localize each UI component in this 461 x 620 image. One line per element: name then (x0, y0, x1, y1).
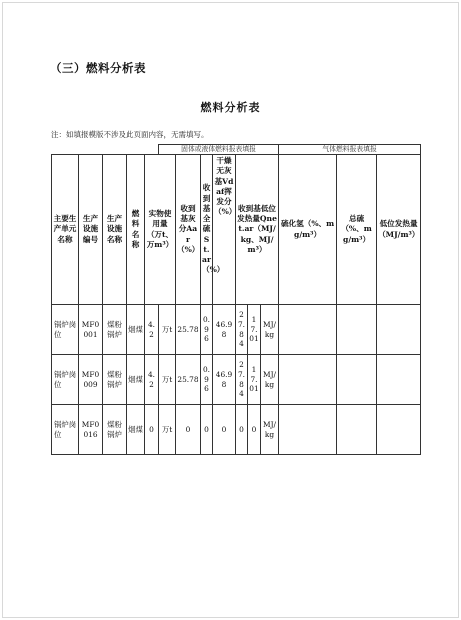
note-text: 注：如填报模版不涉及此页面内容，无需填写。 (51, 130, 209, 139)
cell-unit: 锅炉岗位 (52, 405, 79, 455)
cell-heat-unit: MJ/kg (261, 305, 279, 355)
cell-gas-heat (377, 405, 421, 455)
header-facility-name: 生产设施名称 (103, 155, 127, 305)
cell-fuel: 烟煤 (127, 405, 145, 455)
cell-ash: 0 (176, 405, 201, 455)
header-volatile: 干燥无灰基Vdaf挥发分（%） (213, 155, 236, 305)
cell-total-sulfur (337, 305, 377, 355)
cell-h2s (279, 305, 337, 355)
cell-h2s (279, 405, 337, 455)
header-gas-heat: 低位发热量（MJ/m³） (377, 155, 421, 305)
cell-total-sulfur (337, 405, 377, 455)
cell-fuel: 烟煤 (127, 355, 145, 405)
cell-heat: 17.01 (248, 305, 261, 355)
table-title: 燃料分析表 (200, 101, 261, 114)
cell-gas-heat (377, 355, 421, 405)
group-header-row (52, 145, 421, 155)
fuel-analysis-table (51, 144, 421, 455)
cell-facility: 煤粉锅炉 (103, 355, 127, 405)
cell-code: MF0001 (79, 305, 103, 355)
header-actual-usage: 实物使用量（万t、万m³） (145, 155, 176, 305)
cell-heat: 17.01 (248, 355, 261, 405)
cell-code: MF0009 (79, 355, 103, 405)
cell-usage-unit: 万t (159, 355, 176, 405)
cell-unit: 锅炉岗位 (52, 355, 79, 405)
header-facility-code: 生产设施编号 (79, 155, 103, 305)
cell-usage: 0 (145, 405, 159, 455)
group-solid-header: 固体或液体燃料报表填报 (159, 145, 279, 155)
group-gas-header: 气体燃料报表填报 (279, 145, 421, 155)
cell-usage: 4.2 (145, 305, 159, 355)
cell-facility: 煤粉锅炉 (103, 305, 127, 355)
header-ash: 收到基灰分Aar（%） (176, 155, 201, 305)
cell-h2s (279, 355, 337, 405)
cell-usage-unit: 万t (159, 405, 176, 455)
table-row (52, 355, 421, 405)
header-total-sulfur: 总硫（%、mg/m³） (337, 155, 377, 305)
table-row (52, 305, 421, 355)
cell-facility: 煤粉锅炉 (103, 405, 127, 455)
cell-sulfur: 0 (201, 405, 213, 455)
header-sulfur: 收到基全硫St.ar（%） (201, 155, 213, 305)
header-fuel-name: 燃料名称 (127, 155, 145, 305)
cell-ash: 25.78 (176, 355, 201, 405)
cell-volatile: 0 (213, 405, 236, 455)
section-title: （三）燃料分析表 (50, 61, 146, 75)
cell-volatile: 46.98 (213, 305, 236, 355)
cell-volatile-2: 0 (236, 405, 248, 455)
header-h2s: 硫化氢（%、mg/m³） (279, 155, 337, 305)
cell-usage-unit: 万t (159, 305, 176, 355)
cell-code: MF0016 (79, 405, 103, 455)
header-lower-heat: 收到基低位发热量Qnet.ar（MJ/kg、MJ/m³） (236, 155, 279, 305)
cell-usage: 4.2 (145, 355, 159, 405)
cell-sulfur: 0.96 (201, 355, 213, 405)
header-unit-name: 主要生产单元名称 (52, 155, 79, 305)
cell-volatile-2: 27.84 (236, 305, 248, 355)
cell-total-sulfur (337, 355, 377, 405)
column-header-row (52, 155, 421, 305)
cell-ash: 25.78 (176, 305, 201, 355)
cell-fuel: 烟煤 (127, 305, 145, 355)
cell-gas-heat (377, 305, 421, 355)
cell-unit: 锅炉岗位 (52, 305, 79, 355)
cell-heat-unit: MJ/kg (261, 355, 279, 405)
cell-volatile: 46.98 (213, 355, 236, 405)
cell-volatile-2: 27.84 (236, 355, 248, 405)
cell-sulfur: 0.96 (201, 305, 213, 355)
cell-heat: 0 (248, 405, 261, 455)
cell-heat-unit: MJ/kg (261, 405, 279, 455)
table-row (52, 405, 421, 455)
